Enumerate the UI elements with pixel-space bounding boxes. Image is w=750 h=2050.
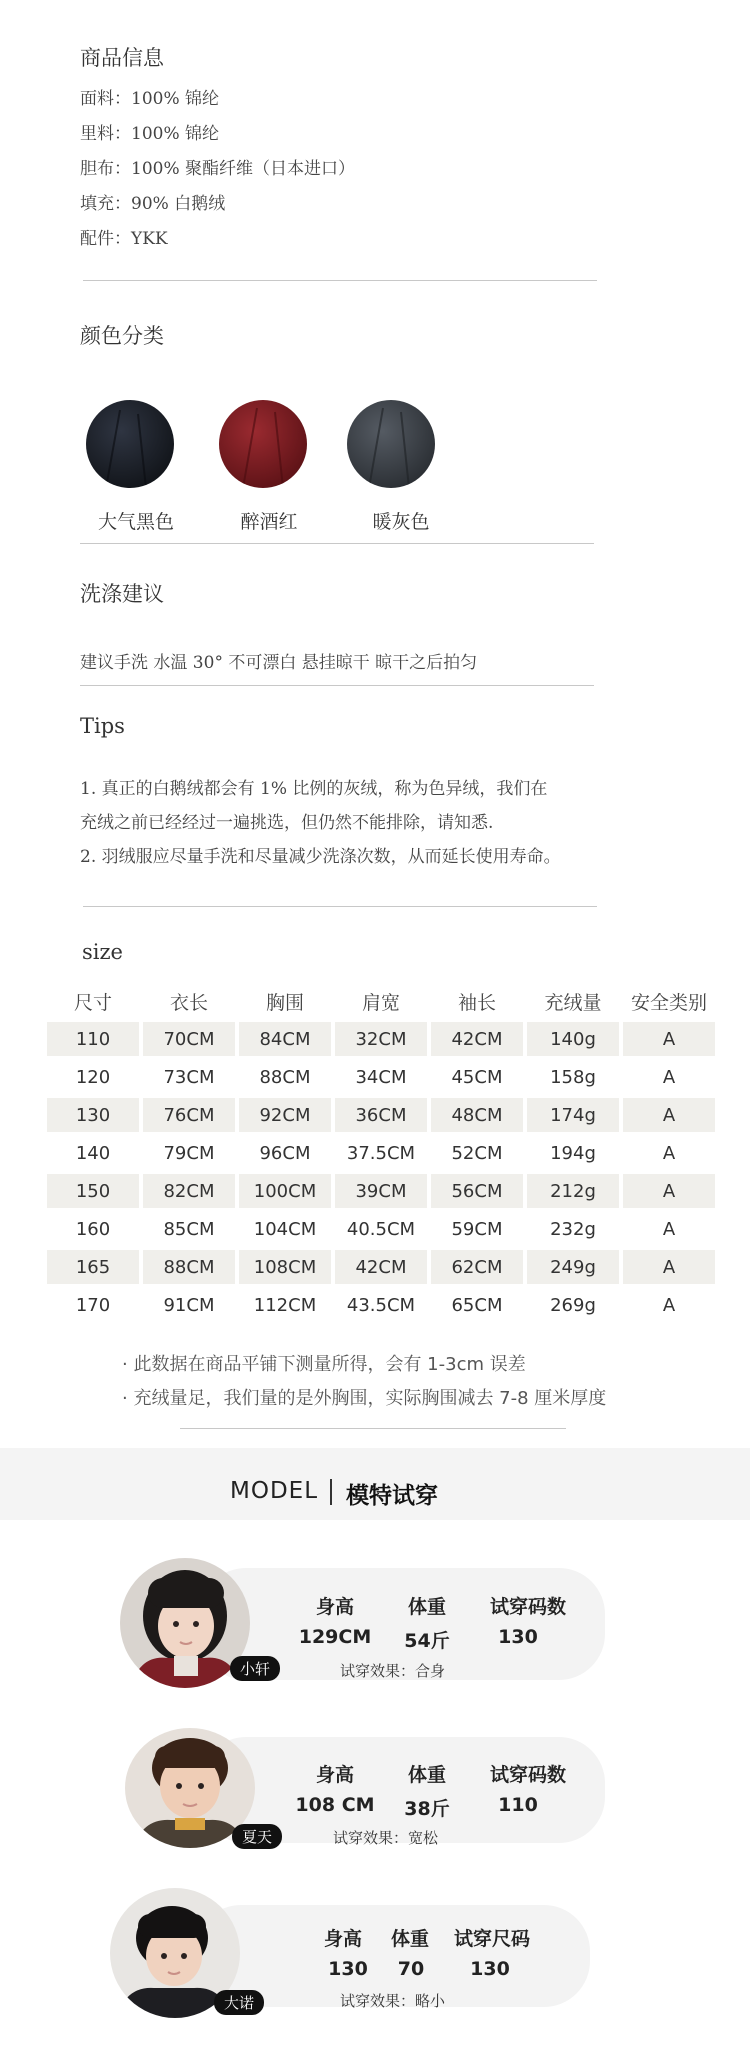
header-size: 尺寸 — [73, 991, 112, 1014]
color-swatch-red[interactable] — [219, 400, 307, 488]
table-cell: A — [623, 1098, 715, 1132]
table-cell: A — [623, 1250, 715, 1284]
model-3-size-label: 试穿尺码 — [453, 1928, 530, 1950]
model-name-tag-2: 夏天 — [232, 1824, 282, 1849]
table-cell: 232g — [550, 1218, 596, 1240]
table-cell: 110 — [47, 1022, 139, 1056]
header-chest: 胸围 — [265, 991, 304, 1014]
model-name-tag-3: 大诺 — [214, 1990, 264, 2015]
model-1-effect: 试穿效果：合身 — [340, 1662, 446, 1680]
table-cell: 140 — [75, 1142, 111, 1164]
model-2-size-label: 试穿码数 — [489, 1764, 566, 1786]
table-cell: 52CM — [451, 1142, 503, 1164]
header-sleeve: 袖长 — [457, 991, 496, 1014]
tip-line-2: 充绒之前已经经过一遍挑选，但仍然不能排除，请知悉. — [80, 813, 494, 833]
tips-title: Tips — [80, 714, 125, 738]
header-shoulder: 肩宽 — [361, 991, 400, 1014]
color-label-red: 醉酒红 — [240, 511, 298, 533]
model-2-effect: 试穿效果：宽松 — [333, 1829, 439, 1847]
divider — [80, 685, 594, 686]
table-cell: 91CM — [163, 1294, 215, 1316]
table-cell: 100CM — [239, 1174, 331, 1208]
header-fill: 充绒量 — [544, 991, 602, 1014]
table-cell: 108CM — [239, 1250, 331, 1284]
table-row — [47, 1212, 715, 1246]
table-cell: 112CM — [253, 1294, 317, 1316]
divider — [83, 906, 597, 907]
table-cell: 85CM — [163, 1218, 215, 1240]
model-1-height-label: 身高 — [315, 1596, 354, 1618]
model-title-cn: 模特试穿 — [346, 1483, 438, 1509]
table-cell: 43.5CM — [346, 1294, 416, 1316]
color-swatch-grey[interactable] — [347, 400, 435, 488]
washing-text: 建议手洗 水温 30° 不可漂白 悬挂晾干 晾干之后拍匀 — [80, 653, 478, 673]
divider — [180, 1428, 566, 1429]
table-cell: 42CM — [335, 1250, 427, 1284]
size-title: size — [82, 940, 123, 964]
table-cell: 150 — [47, 1174, 139, 1208]
table-cell: 88CM — [259, 1066, 311, 1088]
table-cell: 160 — [75, 1218, 111, 1240]
size-note-2: · 充绒量足，我们量的是外胸围，实际胸围减去 7-8 厘米厚度 — [122, 1388, 607, 1409]
filling-line: 填充：90% 白鹅绒 — [80, 194, 226, 214]
table-cell: 140g — [527, 1022, 619, 1056]
table-cell: 34CM — [355, 1066, 407, 1088]
size-table-header — [47, 984, 715, 1018]
table-cell: A — [662, 1218, 676, 1240]
model-3-weight-value: 70 — [397, 1958, 425, 1980]
table-cell: 82CM — [143, 1174, 235, 1208]
model-3-height-value: 130 — [328, 1958, 368, 1980]
table-row — [47, 1022, 715, 1056]
table-cell: 88CM — [143, 1250, 235, 1284]
table-cell: 48CM — [431, 1098, 523, 1132]
table-cell: 96CM — [259, 1142, 311, 1164]
table-row — [47, 1288, 715, 1322]
table-cell: 36CM — [335, 1098, 427, 1132]
color-label-black: 大气黑色 — [97, 511, 174, 533]
size-table — [43, 980, 719, 1326]
fabric-line: 面料：100% 锦纶 — [80, 89, 220, 109]
table-cell: 84CM — [239, 1022, 331, 1056]
table-row — [47, 1174, 715, 1208]
table-cell: A — [662, 1294, 676, 1316]
model-3-size-value: 130 — [470, 1958, 510, 1980]
table-cell: A — [623, 1022, 715, 1056]
table-cell: 269g — [550, 1294, 596, 1316]
model-2-height-label: 身高 — [315, 1764, 354, 1786]
divider — [83, 280, 597, 281]
header-length: 衣长 — [169, 991, 208, 1014]
table-row — [47, 1060, 715, 1094]
table-cell: 120 — [75, 1066, 111, 1088]
table-cell: 170 — [75, 1294, 111, 1316]
tip-line-3: 2. 羽绒服应尽量手洗和尽量减少洗涤次数，从而延长使用寿命。 — [80, 847, 561, 867]
table-cell: 45CM — [451, 1066, 503, 1088]
table-cell: 165 — [47, 1250, 139, 1284]
table-row — [47, 1250, 715, 1284]
model-2-size-value: 110 — [498, 1794, 538, 1816]
table-cell: 104CM — [253, 1218, 317, 1240]
model-1-size-value: 130 — [498, 1626, 538, 1648]
table-cell: 62CM — [431, 1250, 523, 1284]
table-cell: 65CM — [451, 1294, 503, 1316]
washing-title: 洗涤建议 — [80, 582, 164, 606]
table-cell: 158g — [550, 1066, 596, 1088]
table-row — [47, 1136, 715, 1170]
table-cell: A — [662, 1066, 676, 1088]
model-1-size-label: 试穿码数 — [489, 1596, 566, 1618]
table-cell: 79CM — [163, 1142, 215, 1164]
table-cell: 39CM — [335, 1174, 427, 1208]
table-cell: 194g — [550, 1142, 596, 1164]
table-cell: A — [623, 1174, 715, 1208]
model-3-effect: 试穿效果：略小 — [340, 1992, 446, 2010]
size-note-1: · 此数据在商品平铺下测量所得，会有 1-3cm 误差 — [122, 1354, 526, 1375]
model-2-weight-label: 体重 — [407, 1764, 446, 1786]
table-cell: 249g — [527, 1250, 619, 1284]
model-1-height-value: 129CM — [298, 1626, 372, 1648]
table-cell: 42CM — [431, 1022, 523, 1056]
title-separator — [330, 1479, 332, 1505]
header-safety: 安全类别 — [630, 991, 707, 1014]
table-cell: 76CM — [143, 1098, 235, 1132]
accessory-line: 配件：YKK — [80, 229, 168, 249]
color-section-title: 颜色分类 — [80, 324, 164, 348]
table-row — [47, 1098, 715, 1132]
table-cell: 70CM — [143, 1022, 235, 1056]
table-cell: 73CM — [163, 1066, 215, 1088]
table-cell: 59CM — [451, 1218, 503, 1240]
model-1-weight-label: 体重 — [407, 1596, 446, 1618]
color-swatch-black[interactable] — [86, 400, 174, 488]
table-cell: 37.5CM — [346, 1142, 416, 1164]
tip-line-1: 1. 真正的白鹅绒都会有 1% 比例的灰绒，称为色异绒，我们在 — [80, 779, 548, 799]
model-2-weight-value: 38斤 — [404, 1798, 450, 1820]
table-cell: A — [662, 1142, 676, 1164]
table-cell: 174g — [527, 1098, 619, 1132]
product-info-title: 商品信息 — [80, 46, 164, 70]
model-3-weight-label: 体重 — [390, 1928, 429, 1950]
table-cell: 40.5CM — [346, 1218, 416, 1240]
inner-fabric-line: 胆布：100% 聚酯纤维（日本进口） — [80, 159, 356, 179]
table-cell: 32CM — [335, 1022, 427, 1056]
model-2-height-value: 108 CM — [295, 1794, 375, 1816]
table-cell: 212g — [527, 1174, 619, 1208]
divider — [80, 543, 594, 544]
model-1-weight-value: 54斤 — [404, 1630, 450, 1652]
table-cell: 92CM — [239, 1098, 331, 1132]
color-label-grey: 暖灰色 — [372, 511, 430, 533]
model-name-tag-1: 小轩 — [230, 1656, 280, 1681]
model-title-en: MODEL — [230, 1478, 319, 1504]
lining-line: 里料：100% 锦纶 — [80, 124, 220, 144]
model-3-height-label: 身高 — [323, 1928, 362, 1950]
table-cell: 56CM — [431, 1174, 523, 1208]
table-cell: 130 — [47, 1098, 139, 1132]
